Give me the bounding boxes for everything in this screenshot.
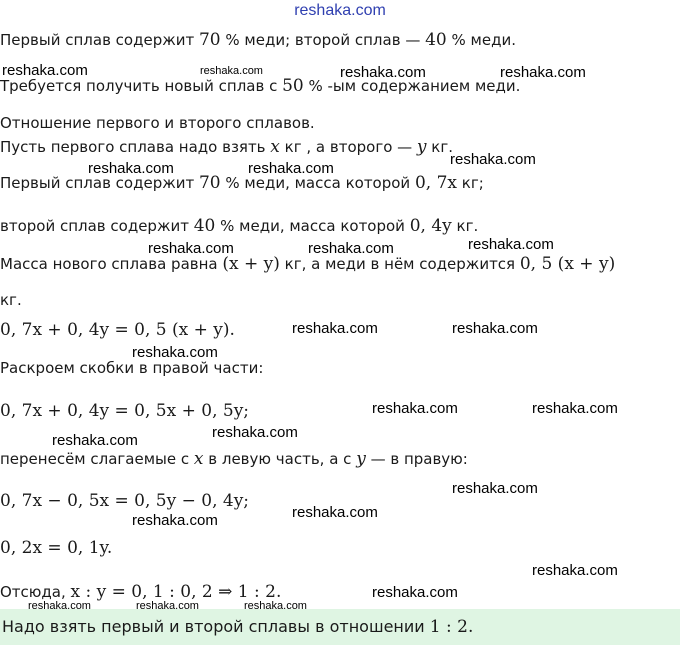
watermark: reshaka.com: [212, 424, 298, 441]
watermark: reshaka.com: [308, 240, 394, 257]
text-segment: второй сплав содержит: [0, 217, 194, 235]
watermark: reshaka.com: [340, 64, 426, 81]
text-segment: кг.: [426, 138, 454, 156]
math-expression: (x + y): [222, 254, 280, 274]
watermark: reshaka.com: [132, 344, 218, 361]
math-variable: x: [193, 449, 204, 469]
math-number: 70: [198, 30, 221, 50]
text-line: [0, 582, 281, 602]
watermark: reshaka.com: [292, 504, 378, 521]
formula-line: 0, 7x + 0, 4y = 0, 5 (x + y).: [0, 320, 235, 340]
text-line: [0, 358, 263, 378]
math-variable: y: [356, 449, 366, 469]
text-segment: Первый сплав содержит: [0, 174, 199, 192]
watermark: reshaka.com: [248, 160, 334, 177]
watermark: reshaka.com: [500, 64, 586, 81]
text-line: [0, 290, 22, 310]
text-line: [0, 113, 315, 133]
text-line: [0, 254, 615, 274]
watermark: reshaka.com: [2, 62, 88, 79]
text-segment: % меди.: [446, 31, 516, 49]
text-line: [0, 173, 484, 193]
watermark: reshaka.com: [532, 562, 618, 579]
text-line: [0, 216, 478, 236]
text-segment: Отсюда,: [0, 583, 71, 601]
watermark: reshaka.com: [136, 600, 199, 612]
math-number: 50: [282, 76, 304, 96]
text-line: [0, 137, 453, 157]
text-line: [0, 449, 468, 469]
text-segment: Раскроем скобки в правой части:: [0, 359, 264, 377]
text-segment: Первый сплав содержит: [0, 31, 199, 49]
text-segment: Отношение первого и второго сплавов.: [0, 114, 315, 132]
math-variable: y: [416, 137, 427, 157]
text-segment: % меди, масса которой: [215, 217, 410, 235]
math-number: 70: [198, 173, 221, 193]
watermark: reshaka.com: [372, 584, 458, 601]
text-segment: % меди; второй сплав —: [220, 31, 426, 49]
watermark: reshaka.com: [372, 400, 458, 417]
text-segment: кг;: [456, 174, 484, 192]
math-variable: x: [270, 137, 280, 157]
watermark: reshaka.com: [52, 432, 138, 449]
watermark: reshaka.com: [292, 320, 378, 337]
text-segment: % меди, масса которой: [220, 174, 415, 192]
watermark: reshaka.com: [88, 160, 174, 177]
site-header-link[interactable]: reshaka.com: [294, 2, 386, 19]
answer-box: [0, 609, 680, 645]
watermark: reshaka.com: [132, 512, 218, 529]
math-expression: 0, 7x: [414, 173, 457, 193]
watermark: reshaka.com: [532, 400, 618, 417]
watermark: reshaka.com: [452, 480, 538, 497]
formula-line: 0, 2x = 0, 1y.: [0, 538, 113, 558]
text-segment: кг.: [0, 291, 22, 309]
answer-text: [2, 617, 473, 637]
text-segment: Надо взять первый и второй сплавы в отношении: [2, 617, 430, 636]
text-segment: Пусть первого сплава надо взять: [0, 138, 271, 156]
watermark: reshaka.com: [28, 600, 91, 612]
text-segment: Масса нового сплава равна: [0, 255, 223, 273]
math-expression: 0, 5 (x + y): [519, 254, 616, 274]
text-segment: кг.: [451, 217, 479, 235]
watermark: reshaka.com: [200, 65, 263, 77]
math-number: 40: [425, 30, 447, 50]
watermark: reshaka.com: [468, 236, 554, 253]
watermark: reshaka.com: [452, 320, 538, 337]
watermark: reshaka.com: [148, 240, 234, 257]
text-segment: перенесём слагаемые с: [0, 450, 194, 468]
text-line: [0, 30, 516, 50]
text-segment: — в правую:: [365, 450, 468, 468]
text-segment: Требуется получить новый сплав с: [0, 77, 283, 95]
watermark: reshaka.com: [450, 151, 536, 168]
math-expression: x : y = 0, 1 : 0, 2 ⇒ 1 : 2.: [70, 582, 282, 602]
text-segment: в левую часть, а с: [203, 450, 357, 468]
formula-line: 0, 7x − 0, 5x = 0, 5y − 0, 4y;: [0, 491, 250, 511]
text-line: [0, 76, 520, 96]
math-expression: 1 : 2.: [429, 617, 474, 637]
formula-line: 0, 7x + 0, 4y = 0, 5x + 0, 5y;: [0, 401, 250, 421]
math-number: 40: [193, 216, 216, 236]
text-segment: % -ым содержанием меди.: [303, 77, 521, 95]
watermark: reshaka.com: [244, 600, 307, 612]
math-expression: 0, 4y: [409, 216, 452, 236]
text-segment: кг, а меди в нём содержится: [279, 255, 520, 273]
text-segment: кг , а второго —: [279, 138, 417, 156]
